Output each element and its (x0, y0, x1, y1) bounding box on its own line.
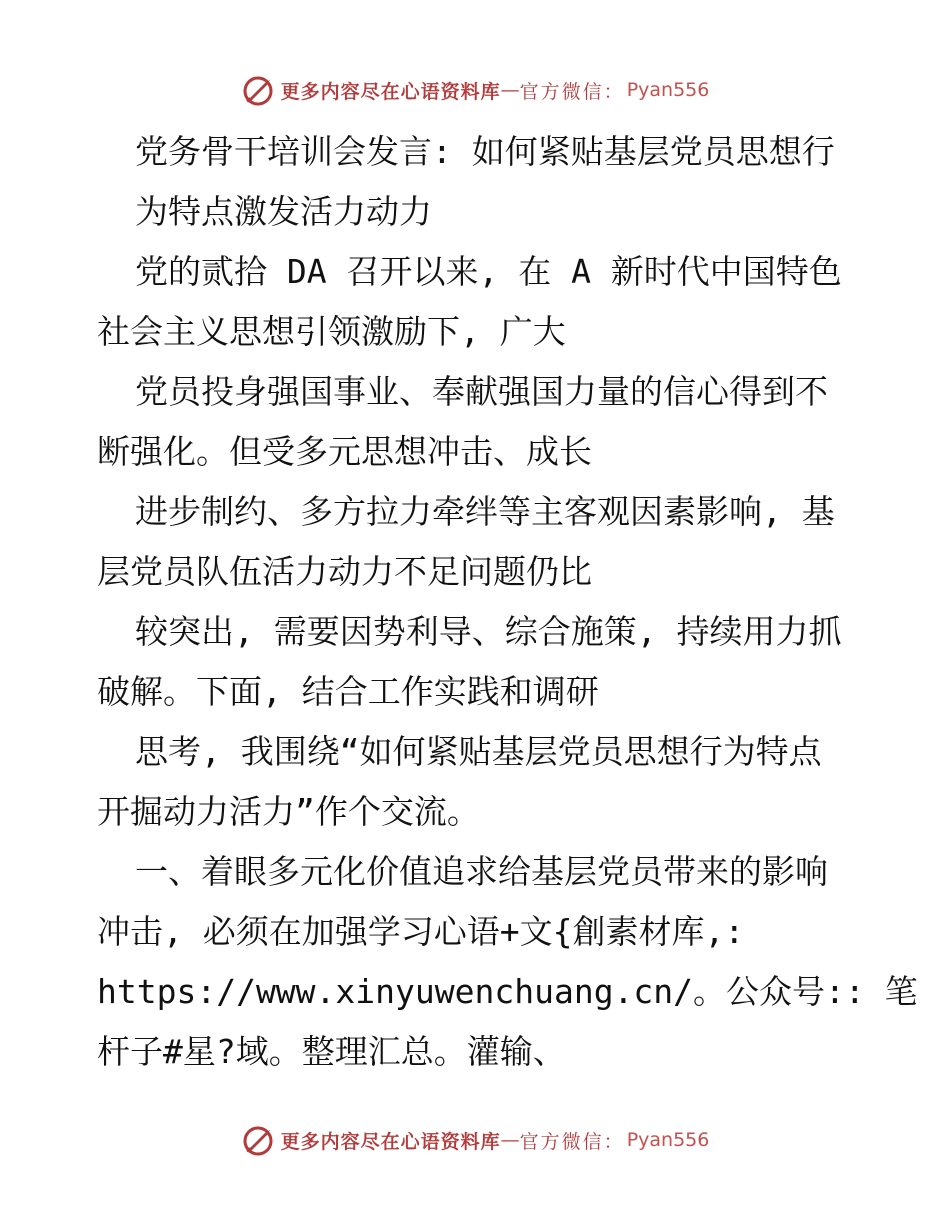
watermark-wechat-id: Pyan556 (626, 79, 710, 101)
brush-logo-icon (241, 72, 277, 108)
document-body (97, 122, 918, 1082)
brush-logo-icon (241, 1122, 277, 1158)
document-title-line-2: 为特点激发活力动力 (135, 192, 432, 231)
watermark-main-text: 更多内容尽在心语资料库 (280, 1130, 501, 1153)
section-heading-line: 一、着眼多元化价值追求给基层党员带来的影响 (135, 852, 828, 891)
paragraph-line: 断强化。但受多元思想冲击、成长 (97, 432, 592, 471)
paragraph-line: 较突出, 需要因势利导、综合施策, 持续用力抓 (135, 612, 842, 651)
watermark-wechat-id: Pyan556 (626, 1129, 710, 1151)
paragraph-line: 冲击, 必须在加强学习心语+文{創素材库,: (97, 912, 745, 951)
paragraph-line: 党员投身强国事业、奉献强国力量的信心得到不 (135, 372, 828, 411)
watermark-banner-bottom (0, 1120, 950, 1160)
paragraph-line: 层党员队伍活力动力不足问题仍比 (97, 552, 592, 591)
paragraph-line: 破解。下面, 结合工作实践和调研 (97, 672, 599, 711)
watermark-dash: — (500, 1129, 520, 1151)
watermark-dash: — (500, 79, 520, 101)
paragraph-line-url: https://www.xinyuwenchuang.cn/。公众号:: 笔 (97, 972, 918, 1011)
paragraph-line: 思考, 我围绕“如何紧贴基层党员思想行为特点 (135, 732, 822, 771)
watermark-wechat-label: 官方微信： (519, 80, 625, 103)
paragraph-line: 社会主义思想引领激励下, 广大 (97, 312, 566, 351)
watermark-wechat-label: 官方微信： (519, 1130, 625, 1153)
watermark-banner-top (0, 70, 950, 110)
document-title-line-1: 党务骨干培训会发言: 如何紧贴基层党员思想行 (135, 132, 835, 171)
paragraph-line: 党的贰拾 DA 召开以来, 在 A 新时代中国特色 (135, 252, 842, 291)
paragraph-line: 杆子#星?域。整理汇总。灌输、 (97, 1032, 566, 1071)
paragraph-line: 开掘动力活力”作个交流。 (97, 792, 480, 831)
paragraph-line: 进步制约、多方拉力牵绊等主客观因素影响, 基 (135, 492, 835, 531)
watermark-main-text: 更多内容尽在心语资料库 (280, 80, 501, 103)
